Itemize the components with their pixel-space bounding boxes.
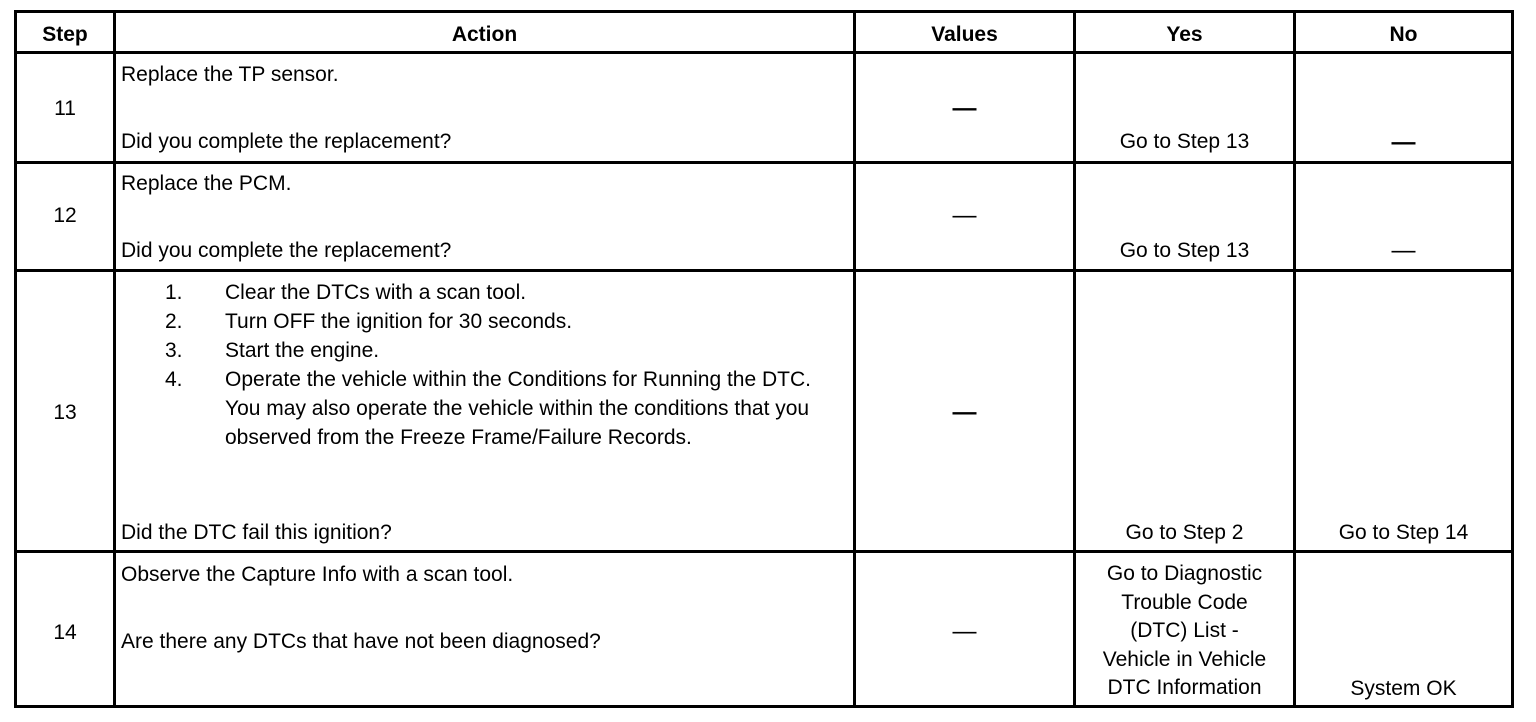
yes-line: Trouble Code <box>1121 590 1248 614</box>
values-cell: — <box>952 202 977 229</box>
row-divider <box>17 161 1511 164</box>
column-divider <box>1293 13 1296 705</box>
yes-cell: Go to Step 13 <box>1119 239 1250 262</box>
step-text: Start the engine. <box>225 339 380 362</box>
yes-cell <box>1076 560 1293 703</box>
no-cell: System OK <box>1350 677 1457 700</box>
header-no: No <box>1389 23 1418 46</box>
row-divider <box>17 550 1511 553</box>
action-step <box>121 365 825 452</box>
step-index: 4. <box>165 368 183 391</box>
action-text: Observe the Capture Info with a scan tool. <box>121 563 514 586</box>
action-question: Did the DTC fail this ignition? <box>121 521 392 544</box>
action-step <box>121 278 825 307</box>
header-values: Values <box>931 23 998 46</box>
action-text: Replace the PCM. <box>121 172 292 195</box>
step-index: 3. <box>165 339 183 362</box>
yes-line: Go to Diagnostic <box>1106 562 1263 585</box>
step-number: 13 <box>53 401 77 424</box>
action-question: Are there any DTCs that have not been diagnosed? <box>121 630 601 653</box>
step-number: 11 <box>54 97 76 120</box>
yes-line: DTC Information <box>1107 676 1262 700</box>
no-cell: Go to Step 14 <box>1338 521 1469 544</box>
values-cell: — <box>952 95 977 122</box>
step-text: Turn OFF the ignition for 30 seconds. <box>225 310 573 333</box>
diagnostic-table <box>14 10 1514 708</box>
no-cell: — <box>1391 129 1416 156</box>
action-step <box>121 336 825 365</box>
values-cell: — <box>952 618 977 645</box>
step-index: 1. <box>165 281 183 304</box>
step-number: 12 <box>53 204 77 227</box>
action-steps-list <box>121 278 825 452</box>
yes-cell: Go to Step 2 <box>1125 521 1244 544</box>
values-cell: — <box>952 399 977 426</box>
yes-line: (DTC) List - <box>1130 619 1239 643</box>
step-number: 14 <box>53 621 77 644</box>
action-text: Replace the TP sensor. <box>121 63 339 86</box>
header-action: Action <box>451 23 518 46</box>
action-step <box>121 307 825 336</box>
yes-cell: Go to Step 13 <box>1119 130 1250 153</box>
step-index: 2. <box>165 310 183 333</box>
header-yes: Yes <box>1166 23 1203 46</box>
action-question: Did you complete the replacement? <box>121 239 452 262</box>
step-text: Clear the DTCs with a scan tool. <box>225 281 527 304</box>
no-cell: — <box>1391 237 1416 264</box>
step-text: Operate the vehicle within the Conditions for Running the DTC. You may also operate the vehicle within the conditions that you observed from the Freeze Frame/Failure Records. <box>225 368 811 449</box>
action-question: Did you complete the replacement? <box>121 130 452 153</box>
row-divider <box>17 269 1511 272</box>
yes-line: Vehicle in Vehicle <box>1102 647 1267 671</box>
column-divider <box>113 13 116 705</box>
header-step: Step <box>42 23 88 46</box>
